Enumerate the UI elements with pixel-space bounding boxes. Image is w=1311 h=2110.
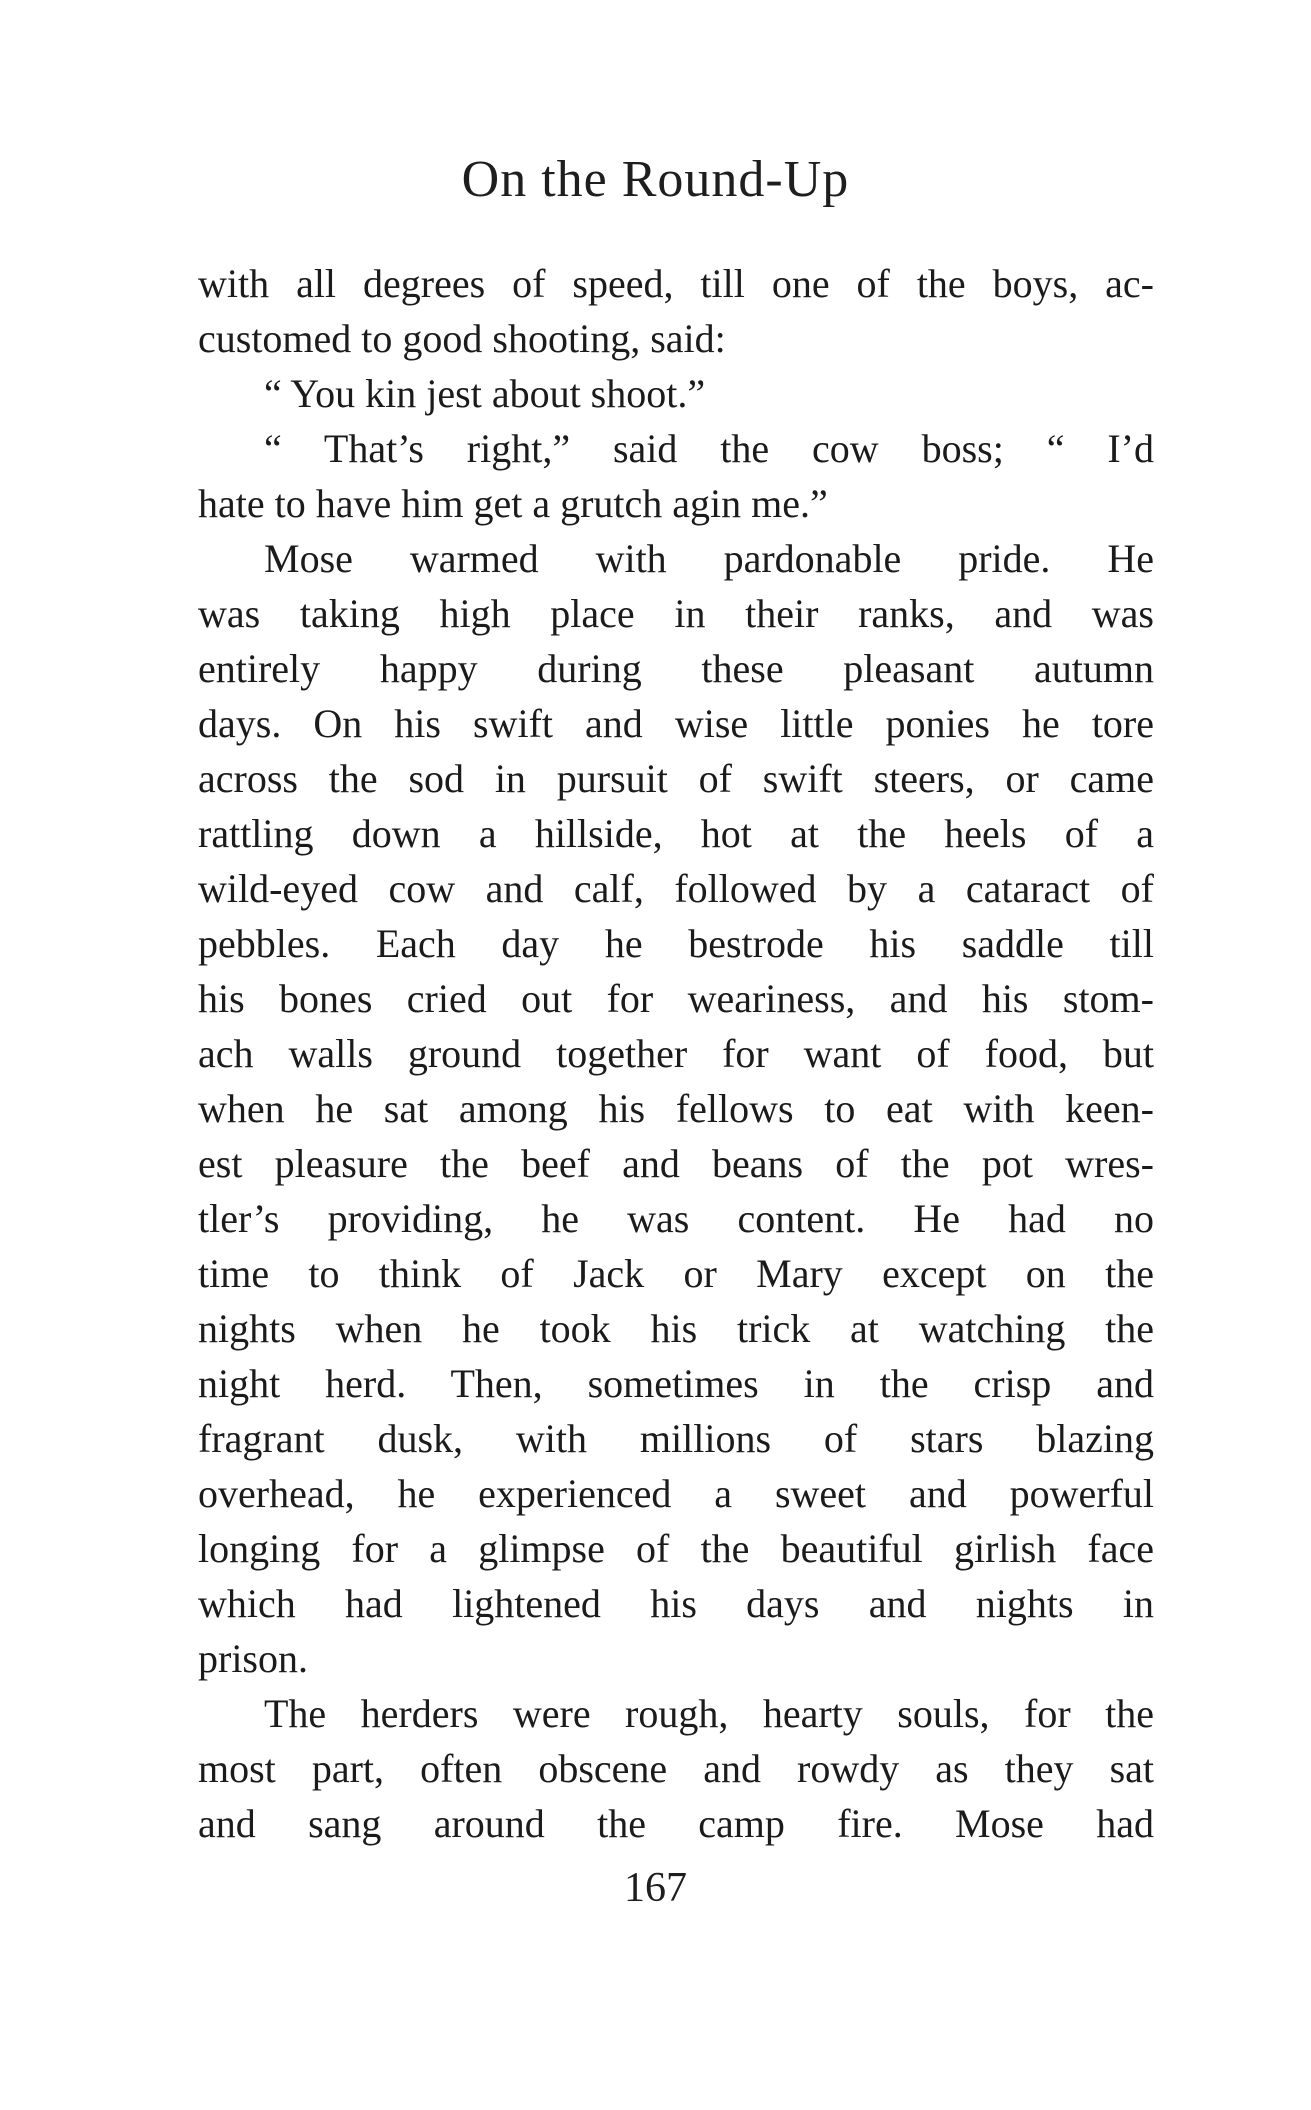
text-line: nights when he took his trick at watching the: [198, 1306, 1154, 1351]
text-line: which had lightened his days and nights in: [198, 1581, 1154, 1626]
text-line: when he sat among his fellows to eat with keen-: [198, 1086, 1154, 1131]
text-line: across the sod in pursuit of swift steers, or came: [198, 756, 1154, 801]
text-line: “ That’s right,” said the cow boss; “ I’d: [264, 426, 1154, 471]
text-line: fragrant dusk, with millions of stars blazing: [198, 1416, 1154, 1461]
text-line: was taking high place in their ranks, and was: [198, 591, 1154, 636]
text-line: pebbles. Each day he bestrode his saddle till: [198, 921, 1154, 966]
text-line: ach walls ground together for want of food, but: [198, 1031, 1154, 1076]
text-line: entirely happy during these pleasant autumn: [198, 646, 1154, 691]
text-line: prison.: [198, 1636, 308, 1681]
text-line: “ You kin jest about shoot.”: [264, 371, 706, 416]
text-line: Mose warmed with pardonable pride. He: [264, 536, 1154, 581]
text-line: The herders were rough, hearty souls, for the: [264, 1691, 1154, 1736]
text-line: and sang around the camp fire. Mose had: [198, 1801, 1154, 1846]
text-line: his bones cried out for weariness, and his stom-: [198, 976, 1154, 1021]
text-line: rattling down a hillside, hot at the heels of a: [198, 811, 1154, 856]
text-line: with all degrees of speed, till one of the boys, ac-: [198, 261, 1154, 306]
text-line: est pleasure the beef and beans of the pot wres-: [198, 1141, 1154, 1186]
text-line: night herd. Then, sometimes in the crisp and: [198, 1361, 1154, 1406]
page-number: 167: [624, 1865, 687, 1911]
text-line: time to think of Jack or Mary except on the: [198, 1251, 1154, 1296]
text-line: days. On his swift and wise little ponies he tore: [198, 701, 1154, 746]
text-line: most part, often obscene and rowdy as they sat: [198, 1746, 1154, 1791]
body-text: [198, 256, 1154, 1851]
text-line: longing for a glimpse of the beautiful girlish face: [198, 1526, 1154, 1571]
text-line: hate to have him get a grutch agin me.”: [198, 481, 828, 526]
text-line: overhead, he experienced a sweet and powerful: [198, 1471, 1154, 1516]
text-line: tler’s providing, he was content. He had no: [198, 1196, 1154, 1241]
text-line: wild-eyed cow and calf, followed by a cataract of: [198, 866, 1154, 911]
text-line: customed to good shooting, said:: [198, 316, 726, 361]
running-head: On the Round-Up: [461, 151, 850, 208]
